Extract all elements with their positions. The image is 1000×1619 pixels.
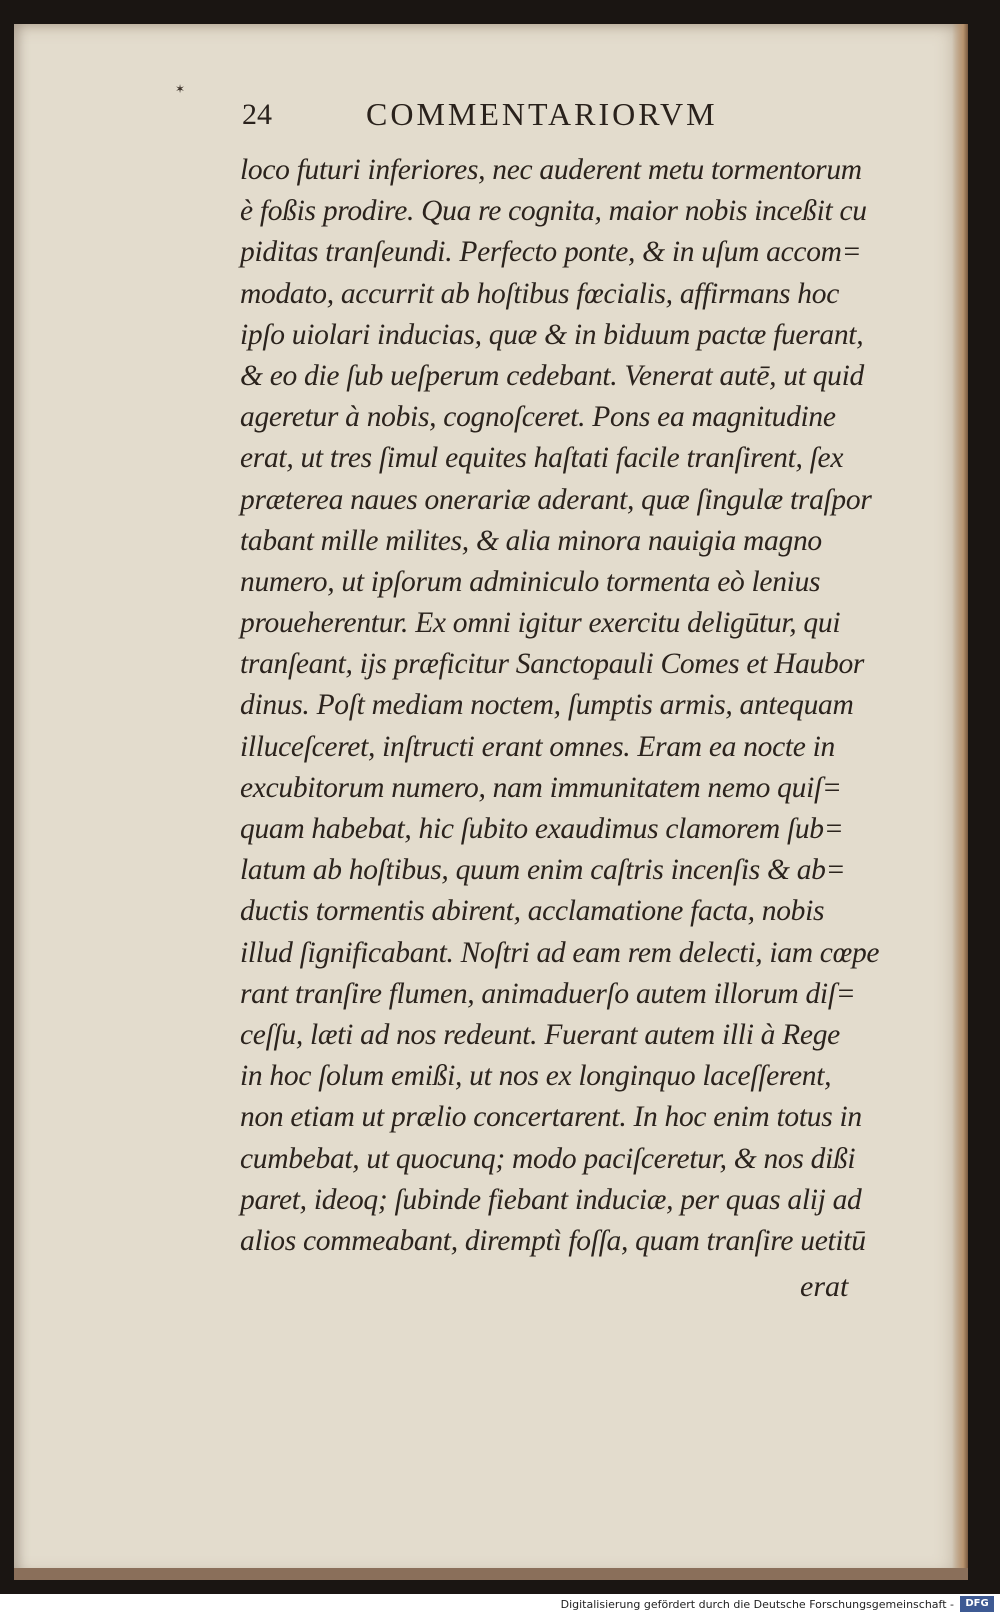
text-line: proueherentur. Ex omni igitur exercitu deligūtur, qui <box>240 607 841 640</box>
text-line: illud ſignificabant. Noſtri ad eam rem delecti, iam cœpe <box>240 936 880 969</box>
text-line: non etiam ut prælio concertarent. In hoc enim totus in <box>240 1101 862 1134</box>
page-edge <box>14 1568 968 1580</box>
running-title: COMMENTARIORVM <box>366 96 718 132</box>
text-line: numero, ut ipſorum adminiculo tormenta eò lenius <box>240 565 821 598</box>
running-head <box>242 94 852 144</box>
catchword: erat <box>800 1270 849 1303</box>
text-line: alios commeabant, diremptì foſſa, quam tranſire uetitū <box>240 1224 866 1257</box>
text-line: modato, accurrit ab hoſtibus fœcialis, affirmans hoc <box>240 277 839 310</box>
text-line: cumbebat, ut quocunq; modo paciſceretur, & nos dißi <box>240 1142 856 1175</box>
text-line: & eo die ſub ueſperum cedebant. Venerat autē, ut quid <box>240 359 864 392</box>
text-line: ductis tormentis abirent, acclamatione facta, nobis <box>240 895 825 928</box>
text-line: dinus. Poſt mediam noctem, ſumptis armis, antequam <box>240 689 854 722</box>
footer-credit: Digitalisierung gefördert durch die Deutsche Forschungsgemeinschaft - <box>560 1598 954 1611</box>
text-line: excubitorum numero, nam immunitatem nemo quiſ= <box>240 771 842 804</box>
footer-bar <box>0 1594 1000 1619</box>
text-line: tranſeant, ijs præficitur Sanctopauli Comes et Haubor <box>240 648 865 681</box>
text-line: præterea naues onerariæ aderant, quæ ſingulæ traſpor <box>240 483 872 516</box>
text-line: loco futuri inferiores, nec auderent metu tormentorum <box>240 154 862 186</box>
dfg-logo: DFG <box>960 1596 994 1612</box>
text-block <box>240 150 900 1262</box>
text-line: in hoc ſolum emißi, ut nos ex longinquo laceſſerent, <box>240 1060 832 1093</box>
ink-smudge-icon: ✶ <box>175 82 186 96</box>
text-line: illuceſceret, inſtructi erant omnes. Eram ea nocte in <box>240 730 835 763</box>
text-line: paret, ideoq; ſubinde fiebant induciæ, per quas alij ad <box>240 1183 862 1216</box>
text-line: piditas tranſeundi. Perfecto ponte, & in uſum accom= <box>240 236 862 269</box>
text-line: ageretur à nobis, cognoſceret. Pons ea magnitudine <box>240 401 836 434</box>
text-line: ipſo uiolari inducias, quæ & in biduum pactæ fuerant, <box>240 318 864 351</box>
text-line: ceſſu, læti ad nos redeunt. Fuerant autem illi à Rege <box>240 1018 840 1051</box>
text-line: latum ab hoſtibus, quum enim caſtris incenſis & ab= <box>240 854 846 887</box>
text-line: quam habebat, hic ſubito exaudimus clamorem ſub= <box>240 813 844 845</box>
text-line: tabant mille milites, & alia minora nauigia magno <box>240 524 822 557</box>
page-number: 24 <box>242 98 272 131</box>
text-line: rant tranſire flumen, animaduerſo autem illorum diſ= <box>240 977 856 1010</box>
text-line: è foßis prodire. Qua re cognita, maior nobis inceßit cu <box>240 195 867 228</box>
text-line: erat, ut tres ſimul equites haſtati facile tranſirent, ſex <box>240 442 844 475</box>
